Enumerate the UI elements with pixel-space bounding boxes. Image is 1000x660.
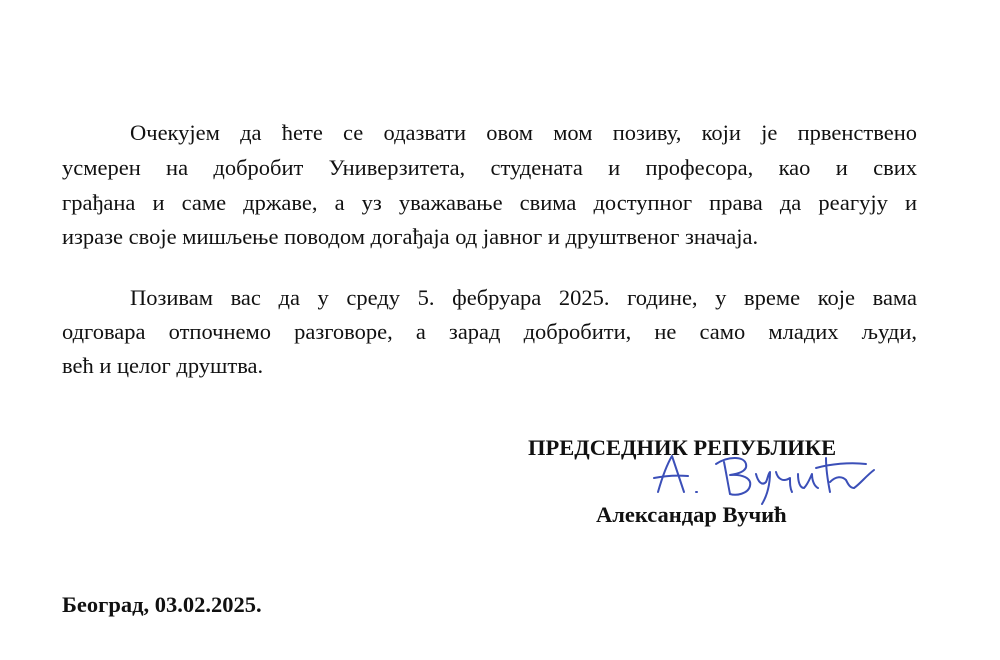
paragraph-2-line-2: одговара отпочнемо разговоре, а зарад добробити, не само младих људи, bbox=[62, 319, 917, 344]
handwritten-signature bbox=[650, 448, 880, 508]
place-and-date: Београд, 03.02.2025. bbox=[62, 592, 262, 617]
paragraph-1-line-2: усмерен на добробит Универзитета, студената и професора, као и свих bbox=[62, 155, 917, 180]
paragraph-2-line-3: већ и целог друштва. bbox=[62, 353, 264, 378]
paragraph-1-line-4: изразе своје мишљење поводом догађаја од јавног и друштвеног значаја. bbox=[62, 224, 759, 249]
signatory-name: Александар Вучић bbox=[596, 502, 787, 527]
signatory-title: ПРЕДСЕДНИК РЕПУБЛИКЕ bbox=[528, 435, 837, 460]
paragraph-1-line-3: грађана и саме државе, а уз уважавање свима доступног права да реагују и bbox=[62, 190, 917, 215]
paragraph-2-line-1: Позивам вас да у среду 5. фебруара 2025. године, у време које вама bbox=[130, 285, 917, 310]
paragraph-1-line-1: Очекујем да ћете се одазвати овом мом позиву, који је првенствено bbox=[130, 120, 917, 145]
